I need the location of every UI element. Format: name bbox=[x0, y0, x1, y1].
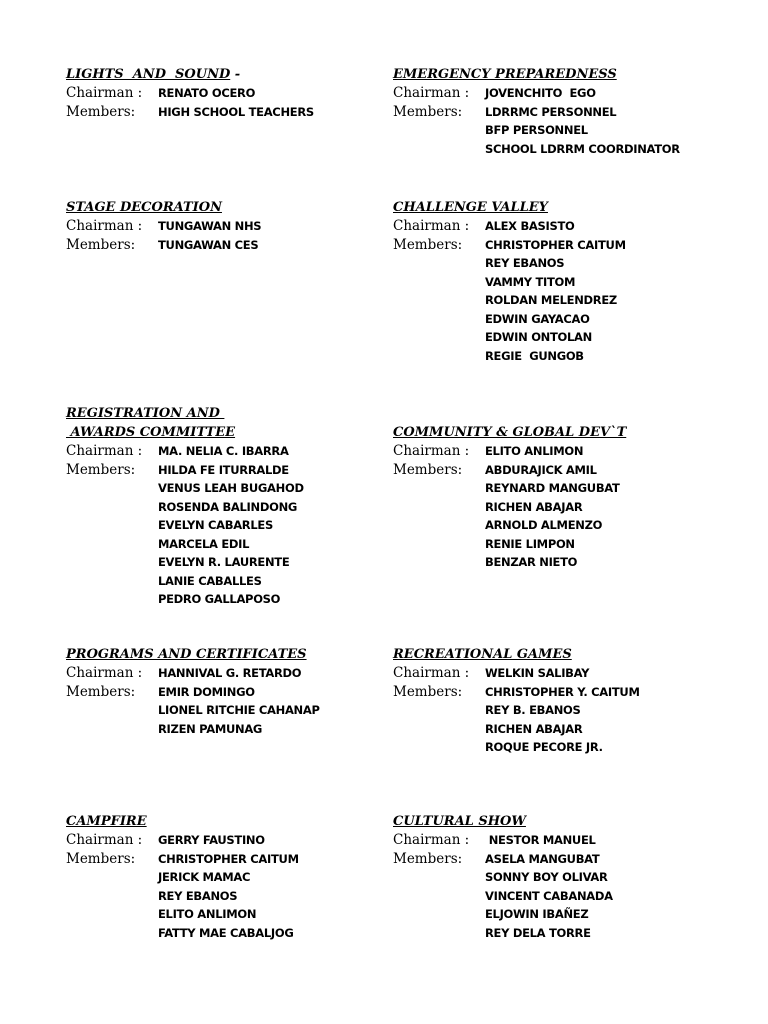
member-row bbox=[66, 236, 386, 255]
committee-cultural-show bbox=[393, 812, 713, 942]
member-row bbox=[66, 887, 386, 906]
member-name: EVELYN R. LAURENTE bbox=[158, 555, 290, 570]
member-row bbox=[393, 720, 713, 739]
chairman-label: Chairman : bbox=[393, 665, 470, 682]
member-name: HILDA FE ITURRALDE bbox=[158, 462, 289, 477]
member-name: MARCELA EDIL bbox=[158, 536, 250, 551]
member-name: FATTY MAE CABALJOG bbox=[158, 925, 294, 940]
member-name: REYNARD MANGUBAT bbox=[485, 481, 620, 496]
members-label: Members: bbox=[393, 236, 463, 253]
member-row bbox=[66, 683, 386, 702]
chairman-row bbox=[66, 217, 386, 236]
member-row bbox=[393, 701, 713, 720]
member-name: LIONEL RITCHIE CAHANAP bbox=[158, 703, 320, 718]
member-row bbox=[66, 850, 386, 869]
member-name: CHRISTOPHER Y. CAITUM bbox=[485, 684, 640, 699]
chairman-row bbox=[393, 84, 713, 103]
chairman-row bbox=[66, 442, 386, 461]
member-name: TUNGAWAN CES bbox=[158, 237, 259, 252]
members-label: Members: bbox=[66, 236, 136, 253]
member-name: EVELYN CABARLES bbox=[158, 518, 273, 533]
member-row bbox=[66, 553, 386, 572]
member-name: ELITO ANLIMON bbox=[158, 907, 257, 922]
chairman-name: TUNGAWAN NHS bbox=[158, 219, 262, 234]
member-row bbox=[393, 121, 713, 140]
members-label: Members: bbox=[393, 683, 463, 700]
member-row bbox=[66, 572, 386, 591]
member-row bbox=[393, 479, 713, 498]
committee-programs-certificates bbox=[66, 645, 386, 738]
member-name: EMIR DOMINGO bbox=[158, 684, 255, 699]
committee-challenge-valley bbox=[393, 198, 713, 365]
committee-lights-and-sound bbox=[66, 65, 386, 121]
chairman-name: GERRY FAUSTINO bbox=[158, 833, 265, 848]
members-label: Members: bbox=[66, 850, 136, 867]
members-label: Members: bbox=[393, 850, 463, 867]
member-row bbox=[393, 498, 713, 517]
member-name: ROLDAN MELENDREZ bbox=[485, 293, 617, 308]
members-label: Members: bbox=[66, 103, 136, 120]
chairman-row bbox=[66, 84, 386, 103]
member-name: ARNOLD ALMENZO bbox=[485, 518, 603, 533]
member-row bbox=[393, 236, 713, 255]
member-name: SCHOOL LDRRM COORDINATOR bbox=[485, 141, 680, 156]
member-row bbox=[66, 461, 386, 480]
chairman-label: Chairman : bbox=[66, 85, 143, 102]
member-name: RICHEN ABAJAR bbox=[485, 721, 583, 736]
member-row bbox=[66, 516, 386, 535]
chairman-row bbox=[393, 442, 713, 461]
chairman-name: ELITO ANLIMON bbox=[485, 444, 584, 459]
member-row bbox=[393, 328, 713, 347]
committee-title: RECREATIONAL GAMES bbox=[393, 647, 572, 662]
member-name: BFP PERSONNEL bbox=[485, 123, 588, 138]
chairman-name: WELKIN SALIBAY bbox=[485, 666, 590, 681]
chairman-name: MA. NELIA C. IBARRA bbox=[158, 444, 289, 459]
member-name: CHRISTOPHER CAITUM bbox=[485, 237, 626, 252]
member-name: REY DELA TORRE bbox=[485, 925, 591, 940]
chairman-label: Chairman : bbox=[393, 85, 470, 102]
chairman-name: JOVENCHITO EGO bbox=[485, 86, 596, 101]
member-row bbox=[393, 140, 713, 159]
member-row bbox=[393, 868, 713, 887]
member-row bbox=[66, 103, 386, 122]
chairman-row bbox=[66, 831, 386, 850]
chairman-label: Chairman : bbox=[393, 832, 470, 849]
member-name: REGIE GUNGOB bbox=[485, 348, 584, 363]
members-label: Members: bbox=[393, 461, 463, 478]
chairman-row bbox=[393, 217, 713, 236]
committee-title: PROGRAMS AND CERTIFICATES bbox=[66, 647, 307, 662]
member-row bbox=[393, 887, 713, 906]
member-name: EDWIN ONTOLAN bbox=[485, 330, 592, 345]
member-row bbox=[393, 461, 713, 480]
member-row bbox=[393, 924, 713, 943]
member-name: ROSENDA BALINDONG bbox=[158, 499, 298, 514]
member-name: ABDURAJICK AMIL bbox=[485, 462, 597, 477]
chairman-label: Chairman : bbox=[66, 443, 143, 460]
chairman-label: Chairman : bbox=[393, 218, 470, 235]
member-name: REY B. EBANOS bbox=[485, 703, 581, 718]
member-name: HIGH SCHOOL TEACHERS bbox=[158, 104, 314, 119]
member-name: RENIE LIMPON bbox=[485, 536, 575, 551]
committee-title: STAGE DECORATION bbox=[66, 200, 222, 215]
chairman-row bbox=[393, 831, 713, 850]
chairman-row bbox=[66, 664, 386, 683]
member-name: ASELA MANGUBAT bbox=[485, 851, 600, 866]
member-row bbox=[66, 701, 386, 720]
committee-title: EMERGENCY PREPAREDNESS bbox=[393, 67, 617, 82]
committee-title: CHALLENGE VALLEY bbox=[393, 200, 548, 215]
committee-campfire bbox=[66, 812, 386, 942]
member-name: ELJOWIN IBAÑEZ bbox=[485, 907, 589, 922]
member-name: CHRISTOPHER CAITUM bbox=[158, 851, 299, 866]
member-name: SONNY BOY OLIVAR bbox=[485, 870, 608, 885]
member-name: RIZEN PAMUNAG bbox=[158, 721, 263, 736]
member-name: VAMMY TITOM bbox=[485, 274, 576, 289]
member-name: VINCENT CABANADA bbox=[485, 888, 613, 903]
member-row bbox=[66, 479, 386, 498]
member-name: LANIE CABALLES bbox=[158, 573, 262, 588]
member-name: RICHEN ABAJAR bbox=[485, 499, 583, 514]
chairman-name: HANNIVAL G. RETARDO bbox=[158, 666, 302, 681]
committee-title: AWARDS COMMITTEE bbox=[66, 425, 236, 440]
member-row bbox=[393, 347, 713, 366]
member-name: JERICK MAMAC bbox=[158, 870, 251, 885]
chairman-label: Chairman : bbox=[66, 832, 143, 849]
member-name: EDWIN GAYACAO bbox=[485, 311, 590, 326]
member-name: REY EBANOS bbox=[485, 256, 565, 271]
member-name: PEDRO GALLAPOSO bbox=[158, 592, 281, 607]
committee-registration-awards bbox=[66, 404, 386, 609]
committee-title: COMMUNITY & GLOBAL DEV`T bbox=[393, 425, 627, 440]
member-row bbox=[393, 850, 713, 869]
member-row bbox=[66, 535, 386, 554]
member-row bbox=[393, 310, 713, 329]
member-name: ROQUE PECORE JR. bbox=[485, 740, 603, 755]
member-row bbox=[393, 905, 713, 924]
committee-emergency-preparedness bbox=[393, 65, 713, 158]
member-row bbox=[393, 516, 713, 535]
member-row bbox=[393, 103, 713, 122]
committee-stage-decoration bbox=[66, 198, 386, 254]
members-label: Members: bbox=[393, 103, 463, 120]
member-row bbox=[393, 683, 713, 702]
member-row bbox=[66, 720, 386, 739]
member-row bbox=[393, 738, 713, 757]
member-row bbox=[393, 553, 713, 572]
members-label: Members: bbox=[66, 461, 136, 478]
chairman-label: Chairman : bbox=[66, 218, 143, 235]
member-name: LDRRMC PERSONNEL bbox=[485, 104, 617, 119]
member-row bbox=[66, 590, 386, 609]
chairman-row bbox=[393, 664, 713, 683]
member-name: BENZAR NIETO bbox=[485, 555, 578, 570]
committee-title: CULTURAL SHOW bbox=[393, 814, 526, 829]
chairman-name: RENATO OCERO bbox=[158, 86, 256, 101]
committee-recreational-games bbox=[393, 645, 713, 757]
member-name: VENUS LEAH BUGAHOD bbox=[158, 481, 304, 496]
member-row bbox=[66, 905, 386, 924]
committee-title: CAMPFIRE bbox=[66, 814, 147, 829]
member-name: REY EBANOS bbox=[158, 888, 238, 903]
committee-title: LIGHTS AND SOUND - bbox=[66, 67, 241, 82]
chairman-label: Chairman : bbox=[66, 665, 143, 682]
member-row bbox=[66, 924, 386, 943]
member-row bbox=[393, 291, 713, 310]
members-label: Members: bbox=[66, 683, 136, 700]
committee-title-line1: REGISTRATION AND bbox=[66, 406, 225, 421]
committee-community-global-dev bbox=[393, 423, 713, 572]
chairman-name: NESTOR MANUEL bbox=[485, 833, 596, 848]
member-row bbox=[393, 535, 713, 554]
chairman-name: ALEX BASISTO bbox=[485, 219, 575, 234]
member-row bbox=[66, 498, 386, 517]
member-row bbox=[66, 868, 386, 887]
member-row bbox=[393, 273, 713, 292]
member-row bbox=[393, 254, 713, 273]
chairman-label: Chairman : bbox=[393, 443, 470, 460]
